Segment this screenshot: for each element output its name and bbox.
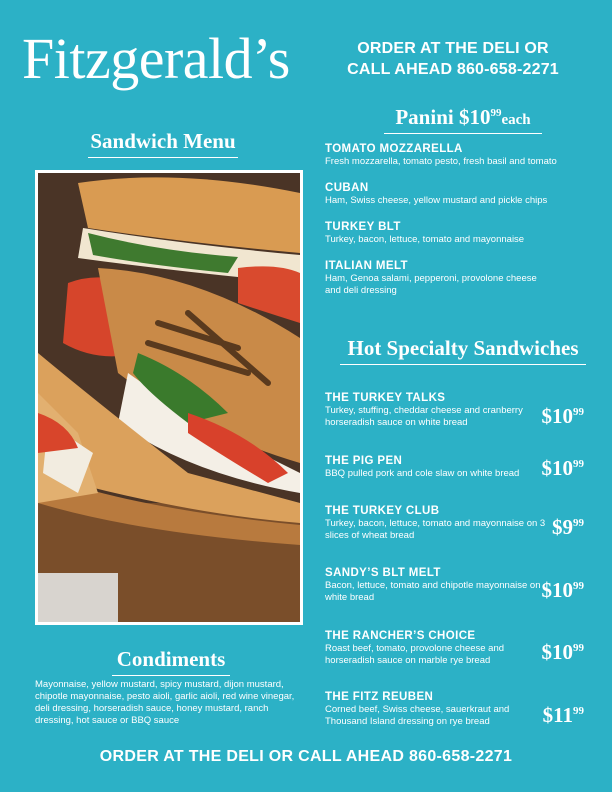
price-cents: 99 [573, 458, 584, 470]
sandwich-photo-icon [38, 173, 300, 622]
item-desc: Roast beef, tomato, provolone cheese and horseradish sauce on marble rye bread [325, 643, 505, 666]
item-price [514, 578, 584, 603]
item-desc: Turkey, bacon, lettuce, tomato and mayonnaise on 3 slices of wheat bread [325, 518, 546, 541]
order-header-line1: ORDER AT THE DELI OR [357, 40, 549, 57]
item-name: THE RANCHER’S CHOICE [325, 630, 476, 642]
panini-item [325, 259, 555, 297]
sandwich-menu-title: Sandwich Menu [88, 129, 238, 158]
item-price [514, 515, 584, 540]
item-desc: Bacon, lettuce, tomato and chipotle mayonnaise on white bread [325, 580, 541, 603]
price-dollars: $10 [541, 456, 573, 480]
item-price [514, 456, 584, 481]
item-name: THE PIG PEN [325, 455, 403, 467]
item-price [514, 404, 584, 429]
hot-sandwiches-title: Hot Specialty Sandwiches [340, 336, 586, 365]
price-cents: 99 [573, 642, 584, 654]
condiments-list: Mayonnaise, yellow mustard, spicy mustard, dijon mustard, chipotle mayonnaise, pesto aioli, garlic aioli, red wine vinegar, deli dressing, horseradish sauce, honey mustard, ranch dressing, hot sauce or BBQ sauce [35, 679, 295, 726]
condiments-title: Condiments [112, 647, 230, 676]
item-name: THE TURKEY CLUB [325, 505, 440, 517]
panini-item [325, 142, 585, 168]
item-price [514, 703, 584, 728]
panini-title-text: Panini $10 [395, 105, 491, 129]
item-name: CUBAN [325, 182, 369, 194]
item-desc: Turkey, bacon, lettuce, tomato and mayonnaise [325, 234, 525, 245]
item-desc: Ham, Swiss cheese, yellow mustard and pickle chips [325, 195, 548, 206]
price-dollars: $9 [552, 515, 573, 539]
panini-item [325, 181, 585, 207]
price-dollars: $10 [541, 640, 573, 664]
price-dollars: $11 [542, 703, 573, 727]
item-desc: Ham, Genoa salami, pepperoni, provolone cheese and deli dressing [325, 273, 537, 296]
item-desc: Corned beef, Swiss cheese, sauerkraut and Thousand Island dressing on rye bread [325, 704, 510, 727]
item-name: THE TURKEY TALKS [325, 392, 446, 404]
order-header [318, 38, 588, 80]
order-footer: ORDER AT THE DELI OR CALL AHEAD 860-658-2271 [99, 748, 513, 765]
price-cents: 99 [573, 406, 584, 418]
item-name: THE FITZ REUBEN [325, 691, 434, 703]
item-name: TOMATO MOZZARELLA [325, 143, 463, 155]
price-cents: 99 [573, 705, 584, 717]
panini-item [325, 220, 585, 246]
price-dollars: $10 [541, 578, 573, 602]
item-desc: Turkey, stuffing, cheddar cheese and cranberry horseradish sauce on white bread [325, 405, 523, 428]
item-name: ITALIAN MELT [325, 260, 408, 272]
price-cents: 99 [573, 580, 584, 592]
brand-logo: Fitzgerald’s [22, 26, 290, 91]
sandwich-photo [35, 170, 303, 625]
price-dollars: $10 [541, 404, 573, 428]
panini-cents: 99 [490, 107, 502, 119]
item-desc: Fresh mozzarella, tomato pesto, fresh basil and tomato [325, 156, 557, 167]
item-name: TURKEY BLT [325, 221, 401, 233]
panini-each: each [501, 112, 531, 128]
item-desc: BBQ pulled pork and cole slaw on white bread [325, 468, 520, 479]
item-name: SANDY’S BLT MELT [325, 567, 441, 579]
panini-title [384, 105, 542, 134]
order-header-line2: CALL AHEAD 860-658-2271 [347, 61, 559, 78]
price-cents: 99 [573, 517, 584, 529]
item-price [514, 640, 584, 665]
